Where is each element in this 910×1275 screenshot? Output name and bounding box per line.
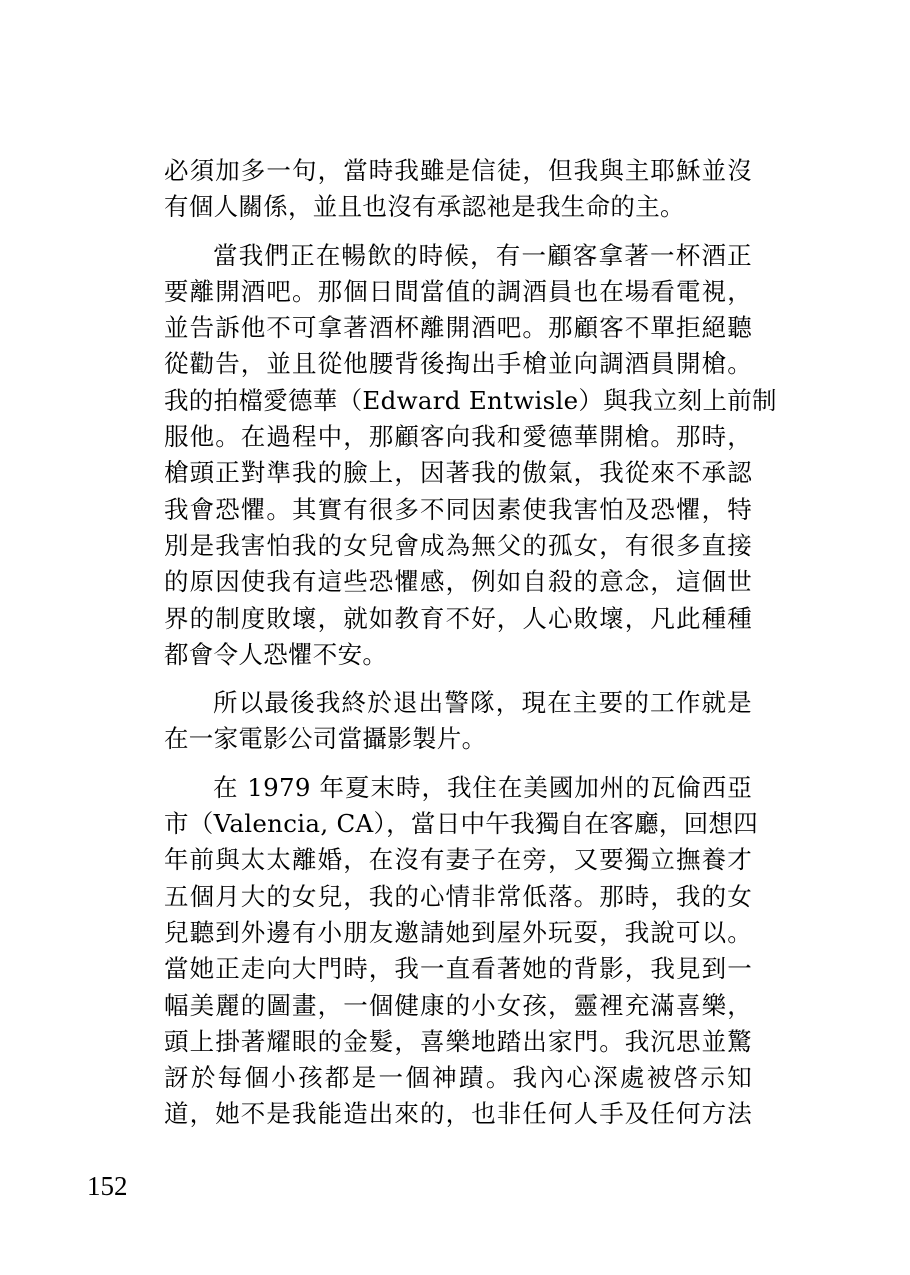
text-line: 所以最後我終於退出警隊，現在主要的工作就是 [213,688,752,718]
text-line: 訝於每個小孩都是一個神蹟。我內心深處被啓示知 [164,1063,752,1093]
text-line: 我會恐懼。其實有很多不同因素使我害怕及恐懼，特 [164,494,752,524]
text-line: 要離開酒吧。那個日間當值的調酒員也在場看電視， [164,276,752,306]
text-line: 槍頭正對準我的臉上，因著我的傲氣，我從來不承認 [164,458,752,488]
paragraph-2 [164,238,777,674]
text-line: 的原因使我有這些恐懼感，例如自殺的意念，這個世 [164,567,752,597]
text-line: 我的拍檔愛德華（Edward Entwisle）與我立刻上前制 [164,385,777,415]
text-line: 道，她不是我能造出來的，也非任何人手及任何方法 [164,1099,752,1129]
text-line: 都會令人恐懼不安。 [164,639,388,669]
text-line: 年前與太太離婚，在沒有妻子在旁，又要獨立撫養才 [164,845,752,875]
text-line: 並告訴他不可拿著酒杯離開酒吧。那顧客不單拒絕聽 [164,313,752,343]
text-line: 服他。在過程中，那顧客向我和愛德華開槍。那時， [164,422,752,452]
text-line: 當她正走向大門時，我一直看著她的背影，我見到一 [164,954,752,984]
text-line: 別是我害怕我的女兒會成為無父的孤女，有很多直接 [164,530,752,560]
text-line: 兒聽到外邊有小朋友邀請她到屋外玩耍，我說可以。 [164,917,752,947]
text-line: 當我們正在暢飲的時候，有一顧客拿著一杯酒正 [213,240,752,270]
text-line: 必須加多一句，當時我雖是信徒，但我與主耶穌並沒 [164,156,752,185]
text-line: 幅美麗的圖畫，一個健康的小女孩，靈裡充滿喜樂， [164,990,752,1020]
text-line: 五個月大的女兒，我的心情非常低落。那時，我的女 [164,881,752,911]
text-line: 在一家電影公司當攝影製片。 [164,724,487,754]
text-line: 在 1979 年夏末時，我住在美國加州的瓦倫西亞 [213,772,752,802]
paragraph-1 [164,153,752,226]
paragraph-3 [164,685,752,758]
text-line: 界的制度敗壞，就如教育不好，人心敗壞，凡此種種 [164,603,752,633]
text-line: 從勸告，並且從他腰背後掏出手槍並向調酒員開槍。 [164,349,752,379]
page-number: 152 [87,1171,128,1201]
text-line: 有個人關係，並且也沒有承認祂是我生命的主。 [164,192,685,222]
body-text [164,153,777,1145]
text-line: 頭上掛著耀眼的金髮，喜樂地踏出家門。我沉思並驚 [164,1026,752,1056]
text-line: 市（Valencia, CA），當日中午我獨自在客廳，回想四 [164,809,759,839]
paragraph-4 [164,770,759,1133]
